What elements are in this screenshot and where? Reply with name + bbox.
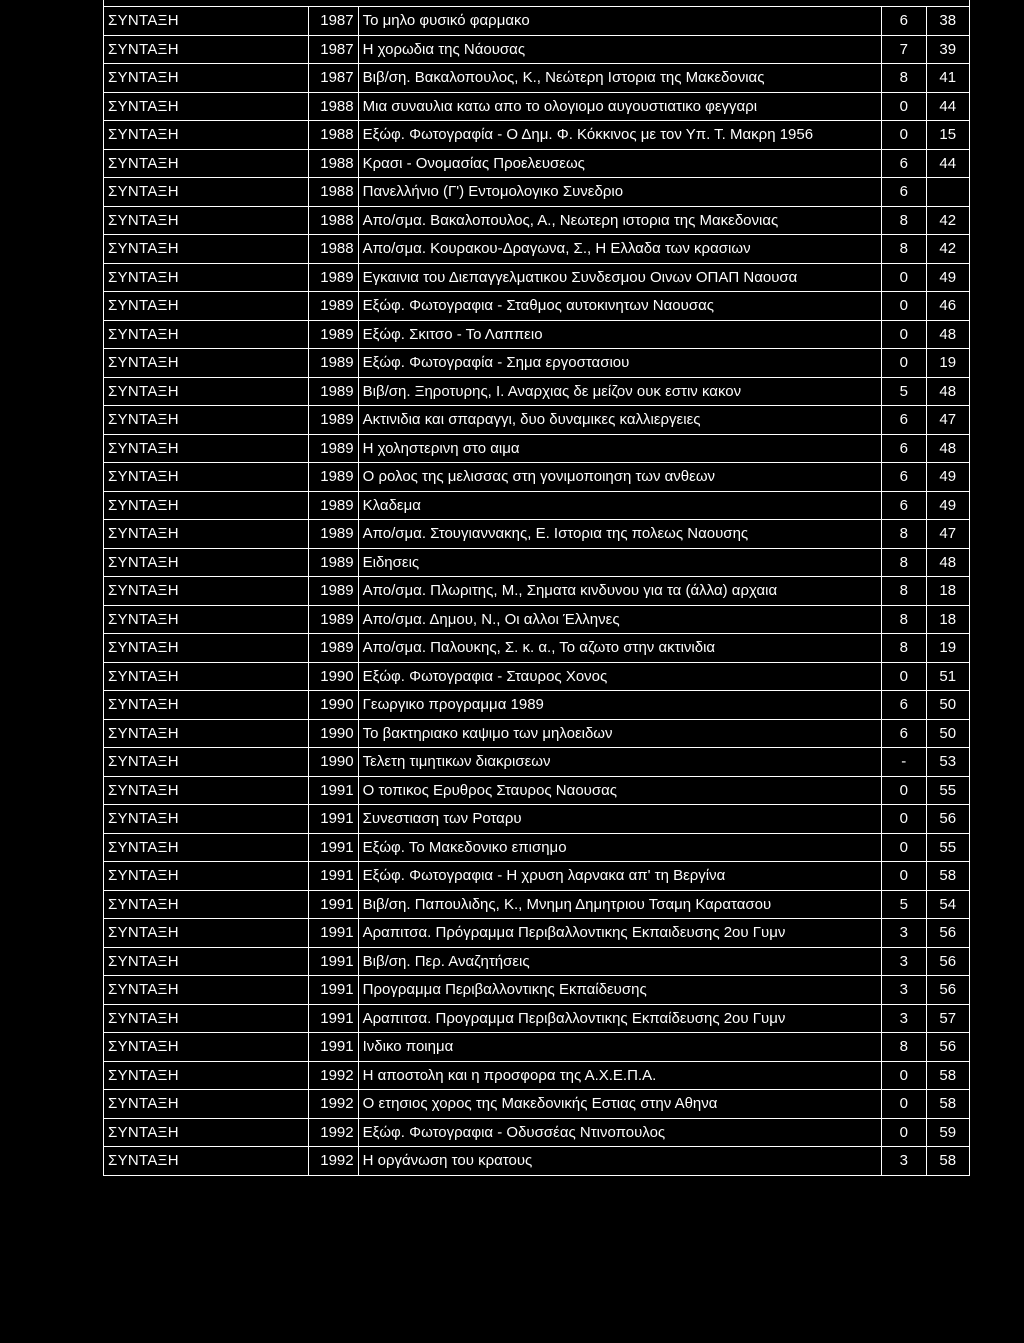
section-cell: ΣΥΝΤΑΞΗ <box>104 548 309 577</box>
title-cell: Η χορωδια της Νάουσας <box>358 35 881 64</box>
year-cell: 1990 <box>309 662 359 691</box>
section-cell: ΣΥΝΤΑΞΗ <box>104 320 309 349</box>
issue-cell: 0 <box>882 833 926 862</box>
year-cell: 1988 <box>309 149 359 178</box>
year-cell: 1991 <box>309 890 359 919</box>
page-cell: 42 <box>926 206 969 235</box>
title-cell: Απο/σμα. Στουγιαννακης, Ε. Ιστορια της πολεως Ναουσης <box>358 520 881 549</box>
year-cell: 1987 <box>309 64 359 93</box>
title-cell: Απο/σμα. Βακαλοπουλος, Α., Νεωτερη ιστορια της Μακεδονιας <box>358 206 881 235</box>
issue-cell: 8 <box>882 235 926 264</box>
table-row <box>104 919 970 948</box>
title-cell: Βιβ/ση. Ξηροτυρης, Ι. Αναρχιας δε μείζον ουκ εστιν κακον <box>358 377 881 406</box>
table-row <box>104 206 970 235</box>
section-cell: ΣΥΝΤΑΞΗ <box>104 292 309 321</box>
year-cell: 1989 <box>309 406 359 435</box>
year-cell: 1990 <box>309 719 359 748</box>
title-cell: Γεωργικο προγραμμα 1989 <box>358 691 881 720</box>
page-cell: 56 <box>926 919 969 948</box>
table-row <box>104 35 970 64</box>
section-cell: ΣΥΝΤΑΞΗ <box>104 776 309 805</box>
year-cell: 1989 <box>309 292 359 321</box>
title-cell: Εξώφ. Φωτογραφία - Ο Δημ. Φ. Κόκκινος με τον Υπ. Τ. Μακρη 1956 <box>358 121 881 150</box>
section-cell: ΣΥΝΤΑΞΗ <box>104 406 309 435</box>
title-cell: Ινδικο ποιημα <box>358 1033 881 1062</box>
page-cell: 58 <box>926 1090 969 1119</box>
page-cell: 56 <box>926 1033 969 1062</box>
table-row <box>104 64 970 93</box>
issue-cell: 6 <box>882 178 926 207</box>
title-cell: Πανελλήνιο (Γ') Εντομολογικο Συνεδριο <box>358 178 881 207</box>
issue-cell: 6 <box>882 7 926 36</box>
page-cell: 18 <box>926 605 969 634</box>
issue-cell: 8 <box>882 206 926 235</box>
title-cell: Ειδησεις <box>358 548 881 577</box>
section-cell: ΣΥΝΤΑΞΗ <box>104 919 309 948</box>
year-cell: 1989 <box>309 263 359 292</box>
table-row <box>104 719 970 748</box>
issue-cell: 0 <box>882 121 926 150</box>
section-cell: ΣΥΝΤΑΞΗ <box>104 662 309 691</box>
table-row <box>104 149 970 178</box>
table-row <box>104 263 970 292</box>
issue-cell: 8 <box>882 1033 926 1062</box>
issue-cell: 7 <box>882 35 926 64</box>
year-cell: 1992 <box>309 1090 359 1119</box>
table-row <box>104 605 970 634</box>
issue-cell: 8 <box>882 634 926 663</box>
issue-cell: 0 <box>882 1118 926 1147</box>
page-cell: 19 <box>926 634 969 663</box>
title-cell: Κλαδεμα <box>358 491 881 520</box>
page-cell: 53 <box>926 748 969 777</box>
year-cell: 1989 <box>309 520 359 549</box>
issue-cell: 0 <box>882 862 926 891</box>
year-cell: 1988 <box>309 92 359 121</box>
page-cell: 48 <box>926 548 969 577</box>
year-cell: 1987 <box>309 7 359 36</box>
issue-cell: 0 <box>882 1061 926 1090</box>
table-row <box>104 548 970 577</box>
issue-cell: 0 <box>882 320 926 349</box>
section-cell: ΣΥΝΤΑΞΗ <box>104 377 309 406</box>
title-cell: Αραπιτσα. Προγραμμα Περιβαλλοντικης Εκπαίδευσης 2ου Γυμν <box>358 1004 881 1033</box>
page-cell: 54 <box>926 890 969 919</box>
section-cell: ΣΥΝΤΑΞΗ <box>104 805 309 834</box>
issue-cell: 3 <box>882 976 926 1005</box>
title-cell: Η οργάνωση του κρατους <box>358 1147 881 1176</box>
issue-cell: 6 <box>882 434 926 463</box>
title-cell: Βιβ/ση. Παπουλιδης, Κ., Μνημη Δημητριου Τσαμη Καρατασου <box>358 890 881 919</box>
page-cell <box>926 178 969 207</box>
table-row <box>104 7 970 36</box>
issue-cell: 8 <box>882 605 926 634</box>
title-cell: Απο/σμα. Δημου, Ν., Οι αλλοι Έλληνες <box>358 605 881 634</box>
page-cell: 50 <box>926 691 969 720</box>
issue-cell: 3 <box>882 919 926 948</box>
page-cell: 44 <box>926 92 969 121</box>
table-row <box>104 1147 970 1176</box>
table-row <box>104 377 970 406</box>
page-cell: 47 <box>926 520 969 549</box>
table-row <box>104 178 970 207</box>
section-cell: ΣΥΝΤΑΞΗ <box>104 520 309 549</box>
table-row <box>104 1061 970 1090</box>
page-cell: 59 <box>926 1118 969 1147</box>
table-row <box>104 434 970 463</box>
issue-cell: 0 <box>882 292 926 321</box>
title-cell: Ο ετησιος χορος της Μακεδονικής Εστιας στην Αθηνα <box>358 1090 881 1119</box>
year-cell: 1989 <box>309 463 359 492</box>
year-cell: 1989 <box>309 377 359 406</box>
section-cell: ΣΥΝΤΑΞΗ <box>104 7 309 36</box>
table-row <box>104 1033 970 1062</box>
section-cell: ΣΥΝΤΑΞΗ <box>104 64 309 93</box>
year-cell: 1988 <box>309 235 359 264</box>
section-cell: ΣΥΝΤΑΞΗ <box>104 890 309 919</box>
section-cell: ΣΥΝΤΑΞΗ <box>104 976 309 1005</box>
page-cell: 56 <box>926 976 969 1005</box>
year-cell: 1988 <box>309 121 359 150</box>
issue-cell: 5 <box>882 890 926 919</box>
section-cell: ΣΥΝΤΑΞΗ <box>104 1090 309 1119</box>
title-cell: Μια συναυλια κατω απο το ολογιομο αυγουστιατικο φεγγαρι <box>358 92 881 121</box>
year-cell: 1989 <box>309 634 359 663</box>
section-cell: ΣΥΝΤΑΞΗ <box>104 121 309 150</box>
title-cell: Η αποστολη και η προσφορα της Α.Χ.Ε.Π.Α. <box>358 1061 881 1090</box>
page-cell: 58 <box>926 862 969 891</box>
issue-cell: 6 <box>882 149 926 178</box>
section-cell: ΣΥΝΤΑΞΗ <box>104 634 309 663</box>
title-cell: Τελετη τιμητικων διακρισεων <box>358 748 881 777</box>
year-cell: 1991 <box>309 919 359 948</box>
title-cell: Κρασι - Ονομασίας Προελευσεως <box>358 149 881 178</box>
section-cell: ΣΥΝΤΑΞΗ <box>104 862 309 891</box>
issue-cell: 0 <box>882 662 926 691</box>
issue-cell: 3 <box>882 947 926 976</box>
title-cell: Εγκαινια του Διεπαγγελματικου Συνδεσμου Οινων ΟΠΑΠ Ναουσα <box>358 263 881 292</box>
table-row <box>104 776 970 805</box>
table-row <box>104 833 970 862</box>
issue-cell: 3 <box>882 1147 926 1176</box>
section-cell: ΣΥΝΤΑΞΗ <box>104 1033 309 1062</box>
table-row <box>104 976 970 1005</box>
table-row <box>104 691 970 720</box>
table-row <box>104 320 970 349</box>
table-row <box>104 235 970 264</box>
page-cell: 50 <box>926 719 969 748</box>
page-cell: 42 <box>926 235 969 264</box>
section-cell: ΣΥΝΤΑΞΗ <box>104 491 309 520</box>
issue-cell: 6 <box>882 491 926 520</box>
section-cell: ΣΥΝΤΑΞΗ <box>104 1118 309 1147</box>
issue-cell: 6 <box>882 463 926 492</box>
year-cell: 1991 <box>309 976 359 1005</box>
page-cell: 48 <box>926 377 969 406</box>
year-cell: 1989 <box>309 434 359 463</box>
year-cell: 1989 <box>309 577 359 606</box>
page-cell: 15 <box>926 121 969 150</box>
issue-cell: 0 <box>882 349 926 378</box>
year-cell: 1992 <box>309 1118 359 1147</box>
issue-cell: 8 <box>882 520 926 549</box>
issue-cell: 6 <box>882 406 926 435</box>
section-cell: ΣΥΝΤΑΞΗ <box>104 206 309 235</box>
table-row <box>104 577 970 606</box>
year-cell: 1989 <box>309 491 359 520</box>
title-cell: Απο/σμα. Πλωριτης, Μ., Σηματα κινδυνου για τα (άλλα) αρχαια <box>358 577 881 606</box>
issue-cell: 5 <box>882 377 926 406</box>
issue-cell: 8 <box>882 548 926 577</box>
section-cell: ΣΥΝΤΑΞΗ <box>104 463 309 492</box>
section-cell: ΣΥΝΤΑΞΗ <box>104 1004 309 1033</box>
page-cell: 57 <box>926 1004 969 1033</box>
table-row <box>104 662 970 691</box>
year-cell: 1989 <box>309 548 359 577</box>
title-cell: Εξώφ. Φωτογραφία - Σημα εργοστασιου <box>358 349 881 378</box>
table-row <box>104 520 970 549</box>
section-cell: ΣΥΝΤΑΞΗ <box>104 691 309 720</box>
page-cell: 55 <box>926 833 969 862</box>
title-cell: Το μηλο φυσικό φαρμακο <box>358 7 881 36</box>
page-cell: 41 <box>926 64 969 93</box>
section-cell: ΣΥΝΤΑΞΗ <box>104 748 309 777</box>
year-cell: 1991 <box>309 833 359 862</box>
index-table-body <box>104 7 970 1176</box>
year-cell: 1991 <box>309 805 359 834</box>
issue-cell: - <box>882 748 926 777</box>
section-cell: ΣΥΝΤΑΞΗ <box>104 947 309 976</box>
title-cell: Ο τοπικος Ερυθρος Σταυρος Ναουσας <box>358 776 881 805</box>
table-row <box>104 947 970 976</box>
title-cell: Εξώφ. Το Μακεδονικο επισημο <box>358 833 881 862</box>
title-cell: Απο/σμα. Κουρακου-Δραγωνα, Σ., Η Ελλαδα των κρασιων <box>358 235 881 264</box>
table-row <box>104 406 970 435</box>
table-row <box>104 1090 970 1119</box>
year-cell: 1991 <box>309 947 359 976</box>
page-cell: 49 <box>926 491 969 520</box>
table-row <box>104 491 970 520</box>
title-cell: Βιβ/ση. Περ. Αναζητήσεις <box>358 947 881 976</box>
year-cell: 1989 <box>309 349 359 378</box>
table-row <box>104 92 970 121</box>
issue-cell: 3 <box>882 1004 926 1033</box>
page-cell: 48 <box>926 320 969 349</box>
table-row <box>104 634 970 663</box>
section-cell: ΣΥΝΤΑΞΗ <box>104 35 309 64</box>
issue-cell: 0 <box>882 776 926 805</box>
page-cell: 46 <box>926 292 969 321</box>
page-cell: 55 <box>926 776 969 805</box>
section-cell: ΣΥΝΤΑΞΗ <box>104 605 309 634</box>
section-cell: ΣΥΝΤΑΞΗ <box>104 577 309 606</box>
title-cell: Ακτινιδια και σπαραγγι, δυο δυναμικες καλλιεργειες <box>358 406 881 435</box>
title-cell: Η χοληστερινη στο αιμα <box>358 434 881 463</box>
section-cell: ΣΥΝΤΑΞΗ <box>104 719 309 748</box>
issue-cell: 6 <box>882 719 926 748</box>
title-cell: Προγραμμα Περιβαλλοντικης Εκπαίδευσης <box>358 976 881 1005</box>
issue-cell: 8 <box>882 577 926 606</box>
issue-cell: 8 <box>882 64 926 93</box>
year-cell: 1990 <box>309 691 359 720</box>
title-cell: Συνεστιαση των Ροταρυ <box>358 805 881 834</box>
year-cell: 1992 <box>309 1147 359 1176</box>
title-cell: Εξώφ. Φωτογραφια - Σταυρος Χονος <box>358 662 881 691</box>
title-cell: Εξώφ. Φωτογραφια - Σταθμος αυτοκινητων Ναουσας <box>358 292 881 321</box>
section-cell: ΣΥΝΤΑΞΗ <box>104 235 309 264</box>
page-cell: 38 <box>926 7 969 36</box>
page-cell: 18 <box>926 577 969 606</box>
section-cell: ΣΥΝΤΑΞΗ <box>104 1061 309 1090</box>
section-cell: ΣΥΝΤΑΞΗ <box>104 92 309 121</box>
table-row <box>104 748 970 777</box>
table-row <box>104 862 970 891</box>
year-cell: 1989 <box>309 605 359 634</box>
page-cell: 47 <box>926 406 969 435</box>
issue-cell: 0 <box>882 1090 926 1119</box>
title-cell: Εξώφ. Σκιτσο - Το Λαππειο <box>358 320 881 349</box>
page-cell: 44 <box>926 149 969 178</box>
section-cell: ΣΥΝΤΑΞΗ <box>104 349 309 378</box>
section-cell: ΣΥΝΤΑΞΗ <box>104 178 309 207</box>
title-cell: Εξώφ. Φωτογραφια - Η χρυση λαρνακα απ' τη Βεργίνα <box>358 862 881 891</box>
year-cell: 1988 <box>309 206 359 235</box>
issue-cell: 0 <box>882 92 926 121</box>
table-row <box>104 1118 970 1147</box>
page-cell: 58 <box>926 1147 969 1176</box>
page-cell: 58 <box>926 1061 969 1090</box>
section-cell: ΣΥΝΤΑΞΗ <box>104 833 309 862</box>
year-cell: 1992 <box>309 1061 359 1090</box>
section-cell: ΣΥΝΤΑΞΗ <box>104 263 309 292</box>
title-cell: Ο ρολος της μελισσας στη γονιμοποιηση των ανθεων <box>358 463 881 492</box>
year-cell: 1991 <box>309 862 359 891</box>
page-cell: 56 <box>926 805 969 834</box>
table-row <box>104 805 970 834</box>
table-row <box>104 121 970 150</box>
year-cell: 1988 <box>309 178 359 207</box>
title-cell: Το βακτηριακο καψιμο των μηλοειδων <box>358 719 881 748</box>
year-cell: 1991 <box>309 1033 359 1062</box>
year-cell: 1987 <box>309 35 359 64</box>
page-cell: 19 <box>926 349 969 378</box>
page-cell: 51 <box>926 662 969 691</box>
year-cell: 1989 <box>309 320 359 349</box>
page-cell: 56 <box>926 947 969 976</box>
section-cell: ΣΥΝΤΑΞΗ <box>104 149 309 178</box>
page-cell: 39 <box>926 35 969 64</box>
section-cell: ΣΥΝΤΑΞΗ <box>104 434 309 463</box>
title-cell: Αραπιτσα. Πρόγραμμα Περιβαλλοντικης Εκπαιδευσης 2ου Γυμν <box>358 919 881 948</box>
page-cell: 49 <box>926 263 969 292</box>
page-cell: 48 <box>926 434 969 463</box>
table-row <box>104 349 970 378</box>
page-cell: 49 <box>926 463 969 492</box>
issue-cell: 0 <box>882 805 926 834</box>
title-cell: Εξώφ. Φωτογραφια - Οδυσσέας Ντινοπουλος <box>358 1118 881 1147</box>
table-row <box>104 890 970 919</box>
year-cell: 1991 <box>309 776 359 805</box>
section-cell: ΣΥΝΤΑΞΗ <box>104 1147 309 1176</box>
year-cell: 1991 <box>309 1004 359 1033</box>
table-row <box>104 1004 970 1033</box>
title-cell: Βιβ/ση. Βακαλοπουλος, Κ., Νεώτερη Ιστορια της Μακεδονιας <box>358 64 881 93</box>
issue-cell: 0 <box>882 263 926 292</box>
index-table <box>103 6 970 1176</box>
year-cell: 1990 <box>309 748 359 777</box>
table-row <box>104 292 970 321</box>
issue-cell: 6 <box>882 691 926 720</box>
table-row <box>104 463 970 492</box>
title-cell: Απο/σμα. Παλουκης, Σ. κ. α., Το αζωτο στην ακτινιδια <box>358 634 881 663</box>
